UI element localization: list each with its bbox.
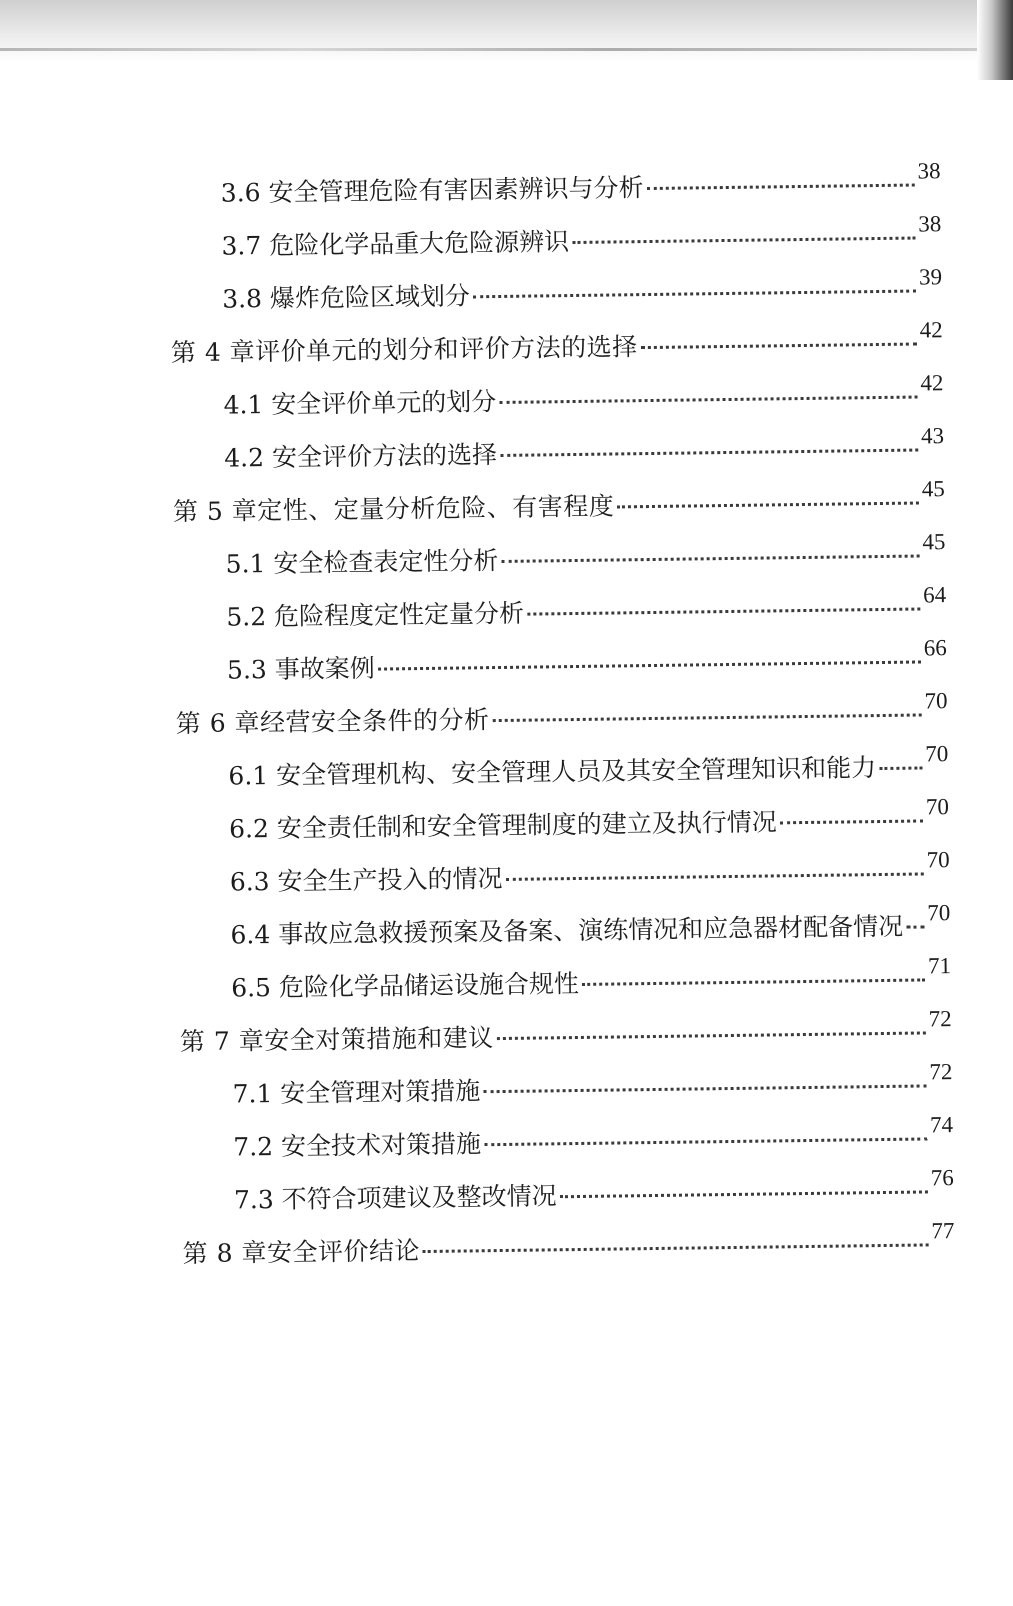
toc-entry-label: 7.3 不符合项建议及整改情况 <box>233 1181 557 1215</box>
toc-entry-label: 7.2 安全技术对策措施 <box>233 1129 482 1162</box>
toc-entry-page-number: 42 <box>920 370 944 396</box>
toc-entry-page-number: 71 <box>927 953 952 979</box>
toc-entry-label: 5.1 安全检查表定性分析 <box>225 546 499 579</box>
toc-entry-4-2[interactable] <box>224 423 945 478</box>
toc-entry-label: 3.6 安全管理危险有害因素辨识与分析 <box>220 173 644 208</box>
dot-leader <box>473 290 916 299</box>
dot-leader <box>617 501 919 508</box>
toc-entry-6-4[interactable] <box>230 900 951 955</box>
toc-entry-label: 3.7 危险化学品重大危险源辨识 <box>221 227 570 261</box>
toc-entry-page-number: 64 <box>922 582 947 608</box>
toc-entry-page-number: 70 <box>925 741 949 767</box>
toc-entry-page-number: 74 <box>929 1112 954 1138</box>
toc-entry-page-number: 70 <box>925 794 950 820</box>
toc-entry-page-number: 45 <box>922 529 946 555</box>
toc-entry-chapter-7[interactable] <box>179 1006 952 1062</box>
toc-entry-label: 第 7 章安全对策措施和建议 <box>179 1023 494 1057</box>
dot-leader <box>560 1190 928 1198</box>
dot-leader <box>501 554 919 562</box>
toc-entry-6-3[interactable] <box>229 847 950 902</box>
toc-entry-label: 7.1 安全管理对策措施 <box>232 1076 481 1109</box>
toc-entry-page-number: 43 <box>920 423 945 449</box>
dot-leader <box>423 1243 929 1253</box>
toc-entry-page-number: 38 <box>918 211 942 237</box>
toc-entry-label: 5.3 事故案例 <box>226 653 375 685</box>
dot-leader <box>572 237 915 244</box>
toc-entry-page-number: 70 <box>927 900 951 926</box>
toc-entry-page-number: 70 <box>924 688 948 714</box>
toc-entry-label: 6.1 安全管理机构、安全管理人员及其安全管理知识和能力 <box>228 753 877 791</box>
toc-entry-label: 6.5 危险化学品储运设施合规性 <box>231 968 580 1003</box>
toc-entry-label: 第 5 章定性、定量分析危险、有害程度 <box>172 491 615 527</box>
dot-leader <box>646 184 914 191</box>
toc-entry-6-1[interactable] <box>228 741 949 796</box>
toc-entry-3-7[interactable] <box>221 211 942 266</box>
toc-entry-4-1[interactable] <box>223 370 944 425</box>
dot-leader <box>500 449 918 457</box>
toc-entry-chapter-5[interactable] <box>172 476 945 532</box>
toc-entry-label: 6.4 事故应急救援预案及备案、演练情况和应急器材配备情况 <box>230 911 904 950</box>
dot-leader <box>906 925 924 928</box>
toc-entry-7-3[interactable] <box>233 1165 954 1220</box>
toc-entry-5-1[interactable] <box>225 529 946 584</box>
toc-entry-page-number: 45 <box>921 476 945 502</box>
toc-entry-page-number: 66 <box>923 635 947 661</box>
toc-entry-page-number: 77 <box>931 1218 955 1244</box>
toc-entry-page-number: 72 <box>928 1006 952 1032</box>
toc-entry-page-number: 38 <box>917 158 941 184</box>
toc-entry-label: 6.3 安全生产投入的情况 <box>229 863 503 897</box>
toc-entry-5-2[interactable] <box>226 582 947 637</box>
toc-entry-label: 5.2 危险程度定性定量分析 <box>226 598 525 632</box>
dot-leader <box>527 607 920 615</box>
dot-leader <box>641 343 917 350</box>
dot-leader <box>506 872 924 880</box>
toc-entry-3-6[interactable] <box>220 158 941 213</box>
toc-entry-label: 3.8 爆炸危险区域划分 <box>222 281 471 314</box>
toc-entry-chapter-6[interactable] <box>175 688 948 744</box>
toc-entry-label: 4.2 安全评价方法的选择 <box>224 440 498 473</box>
toc-entry-label: 第 4 章评价单元的划分和评价方法的选择 <box>170 332 638 368</box>
toc-entry-page-number: 76 <box>930 1165 954 1191</box>
toc-entry-5-3[interactable] <box>226 635 947 690</box>
toc-entry-label: 第 8 章安全评价结论 <box>182 1236 421 1269</box>
toc-entry-label: 6.2 安全责任制和安全管理制度的建立及执行情况 <box>228 807 778 844</box>
toc-entry-label: 第 6 章经营安全条件的分析 <box>175 705 490 739</box>
toc-entry-7-2[interactable] <box>233 1112 954 1167</box>
toc-entry-6-2[interactable] <box>228 794 950 849</box>
dot-leader <box>780 819 923 824</box>
dot-leader <box>483 1084 926 1093</box>
dot-leader <box>879 766 922 770</box>
dot-leader <box>493 713 922 722</box>
toc-entry-chapter-4[interactable] <box>170 317 943 373</box>
toc-entry-7-1[interactable] <box>232 1059 953 1114</box>
toc-entry-page-number: 70 <box>926 847 950 873</box>
toc-entry-page-number: 39 <box>918 264 943 290</box>
toc-entry-label: 4.1 安全评价单元的划分 <box>223 387 497 420</box>
dot-leader <box>582 978 925 985</box>
dot-leader <box>497 1031 926 1040</box>
toc-entry-page-number: 42 <box>919 317 943 343</box>
dot-leader <box>484 1137 927 1146</box>
toc-entry-6-5[interactable] <box>231 953 952 1008</box>
toc-entry-page-number: 72 <box>929 1059 953 1085</box>
toc-entry-chapter-8[interactable] <box>182 1218 955 1274</box>
toc-entry-3-8[interactable] <box>222 264 943 319</box>
dot-leader <box>378 660 921 670</box>
dot-leader <box>499 396 917 404</box>
